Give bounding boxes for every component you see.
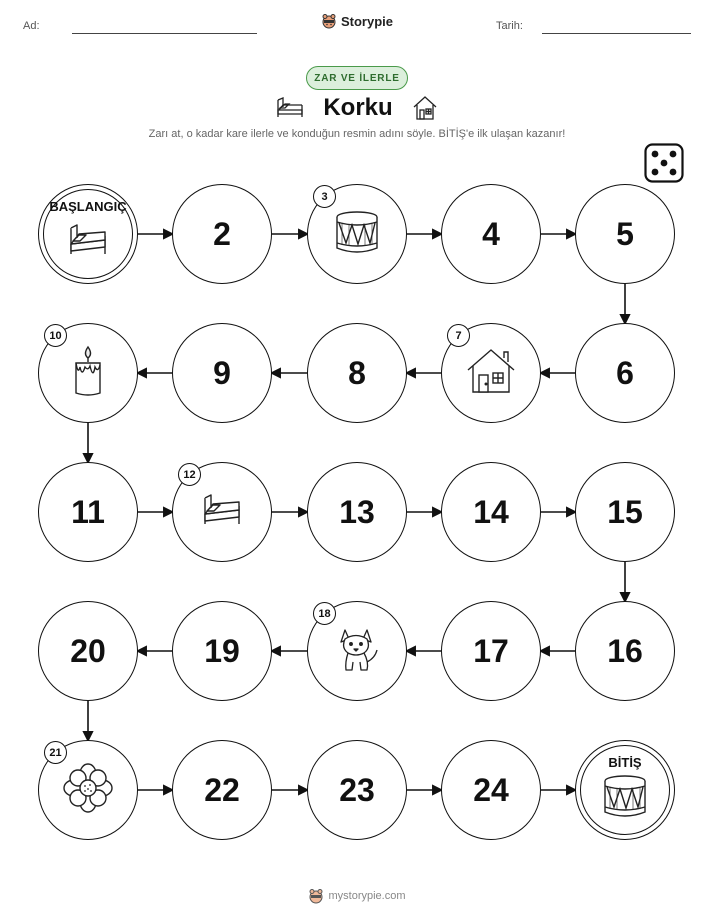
cell-number: 8 — [348, 354, 366, 391]
cell-number: 9 — [213, 354, 231, 391]
cell-number-badge: 10 — [44, 324, 67, 347]
cell-number: 17 — [473, 632, 509, 669]
cell-number: 5 — [616, 215, 634, 252]
board-cell — [172, 323, 272, 423]
cell-number: 19 — [204, 632, 240, 669]
cell-number-badge: 21 — [44, 741, 67, 764]
dog-icon — [333, 624, 381, 679]
board-cell — [172, 184, 272, 284]
board-cell — [575, 601, 675, 701]
footer-website: mystorypie.com — [328, 890, 406, 902]
finish-label: BİTİŞ — [608, 755, 642, 770]
storypie-mascot-icon — [308, 888, 324, 904]
start-label: BAŞLANGIÇ — [49, 199, 127, 214]
activity-tag: ZAR VE İLERLE — [306, 66, 408, 90]
date-label: Tarih: — [496, 20, 523, 32]
cell-number: 23 — [339, 771, 375, 808]
house-icon — [464, 346, 518, 401]
cell-number: 20 — [70, 632, 106, 669]
finish-cell — [575, 740, 675, 840]
board-cell — [172, 740, 272, 840]
footer — [0, 888, 714, 904]
page-title: Korku — [323, 94, 393, 121]
board-cell — [307, 740, 407, 840]
bed-icon — [65, 220, 111, 265]
start-cell — [38, 184, 138, 284]
board-cell — [575, 323, 675, 423]
cell-number: 15 — [607, 493, 643, 530]
name-label: Ad: — [23, 20, 40, 32]
instructions-text: Zarı at, o kadar kare ilerle ve konduğun resmin adını söyle. BİTİŞ'e ilk ulaşan kazanır! — [148, 128, 566, 140]
board-cell — [575, 462, 675, 562]
board-cell — [441, 601, 541, 701]
cell-number: 16 — [607, 632, 643, 669]
board-cell — [38, 462, 138, 562]
drum-icon — [600, 772, 650, 825]
bed-icon — [199, 490, 245, 535]
board-cell — [575, 184, 675, 284]
cell-number: 13 — [339, 493, 375, 530]
cell-number: 22 — [204, 771, 240, 808]
board-cell — [441, 462, 541, 562]
cell-number: 2 — [213, 215, 231, 252]
brand-name: Storypie — [340, 13, 393, 29]
cell-number: 24 — [473, 771, 509, 808]
cell-number: 11 — [71, 493, 105, 530]
board-cell — [172, 601, 272, 701]
candle-icon — [70, 345, 106, 402]
cell-number-badge: 12 — [178, 463, 201, 486]
cell-number-badge: 3 — [313, 185, 336, 208]
cell-number: 14 — [473, 493, 509, 530]
cell-number-badge: 7 — [447, 324, 470, 347]
board-cell — [441, 184, 541, 284]
board-cell — [307, 462, 407, 562]
drum-icon — [332, 208, 382, 261]
flower-icon — [62, 762, 114, 819]
cell-number-badge: 18 — [313, 602, 336, 625]
cell-number: 6 — [616, 354, 634, 391]
board-cell — [38, 601, 138, 701]
board-cell — [307, 323, 407, 423]
cell-number: 4 — [482, 215, 500, 252]
board-cell — [441, 740, 541, 840]
